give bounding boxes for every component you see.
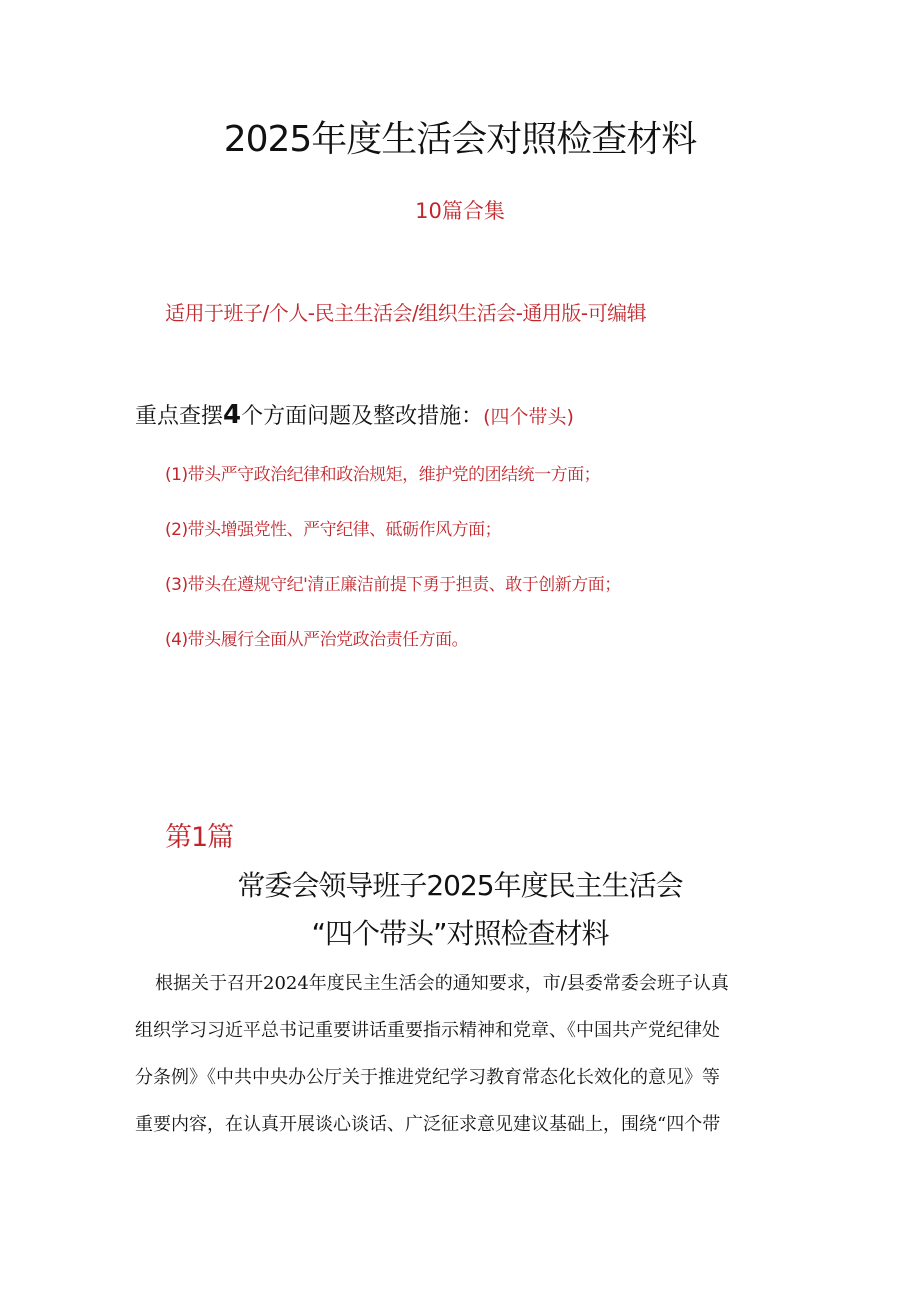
- article-title-line-1: 常委会领导班子2025年度民主生活会: [237, 869, 683, 902]
- focus-tag: (四个带头): [483, 406, 574, 428]
- body-line-2: 组织学习习近平总书记重要讲话重要指示精神和党章、《中国共产党纪律处: [135, 1020, 720, 1041]
- focus-item-3: (3)带头在遵规守纪'清正廉洁前提下勇于担责、敢于创新方面；: [165, 575, 621, 595]
- focus-item-4: (4)带头履行全面从严治党政治责任方面。: [165, 630, 469, 650]
- focus-item-1: (1)带头严守政治纪律和政治规矩，维护党的团结统一方面；: [165, 465, 601, 485]
- focus-number: 4: [223, 400, 242, 430]
- chapter-label: 第1篇: [165, 822, 234, 853]
- focus-item-2: (2)带头增强党性、严守纪律、砥砺作风方面；: [165, 520, 502, 540]
- body-line-1: 根据关于召开2024年度民主生活会的通知要求，市/县委常委会班子认真: [155, 973, 729, 994]
- focus-suffix: 个方面问题及整改措施：: [241, 404, 484, 429]
- body-line-3: 分条例》《中共中央办公厅关于推进党纪学习教育常态化长效化的意见》等: [135, 1067, 720, 1088]
- collection-subtitle: 10篇合集: [415, 199, 505, 223]
- document-title: 2025年度生活会对照检查材料: [223, 119, 697, 160]
- focus-heading: [135, 398, 574, 434]
- body-line-4: 重要内容，在认真开展谈心谈话、广泛征求意见建议基础上，围绕“四个带: [135, 1114, 721, 1135]
- article-title-line-2: “四个带头”对照检查材料: [311, 917, 609, 950]
- focus-prefix: 重点查摆: [135, 404, 224, 429]
- scope-line: 适用于班子/个人-民主生活会/组织生活会-通用版-可编辑: [165, 301, 647, 325]
